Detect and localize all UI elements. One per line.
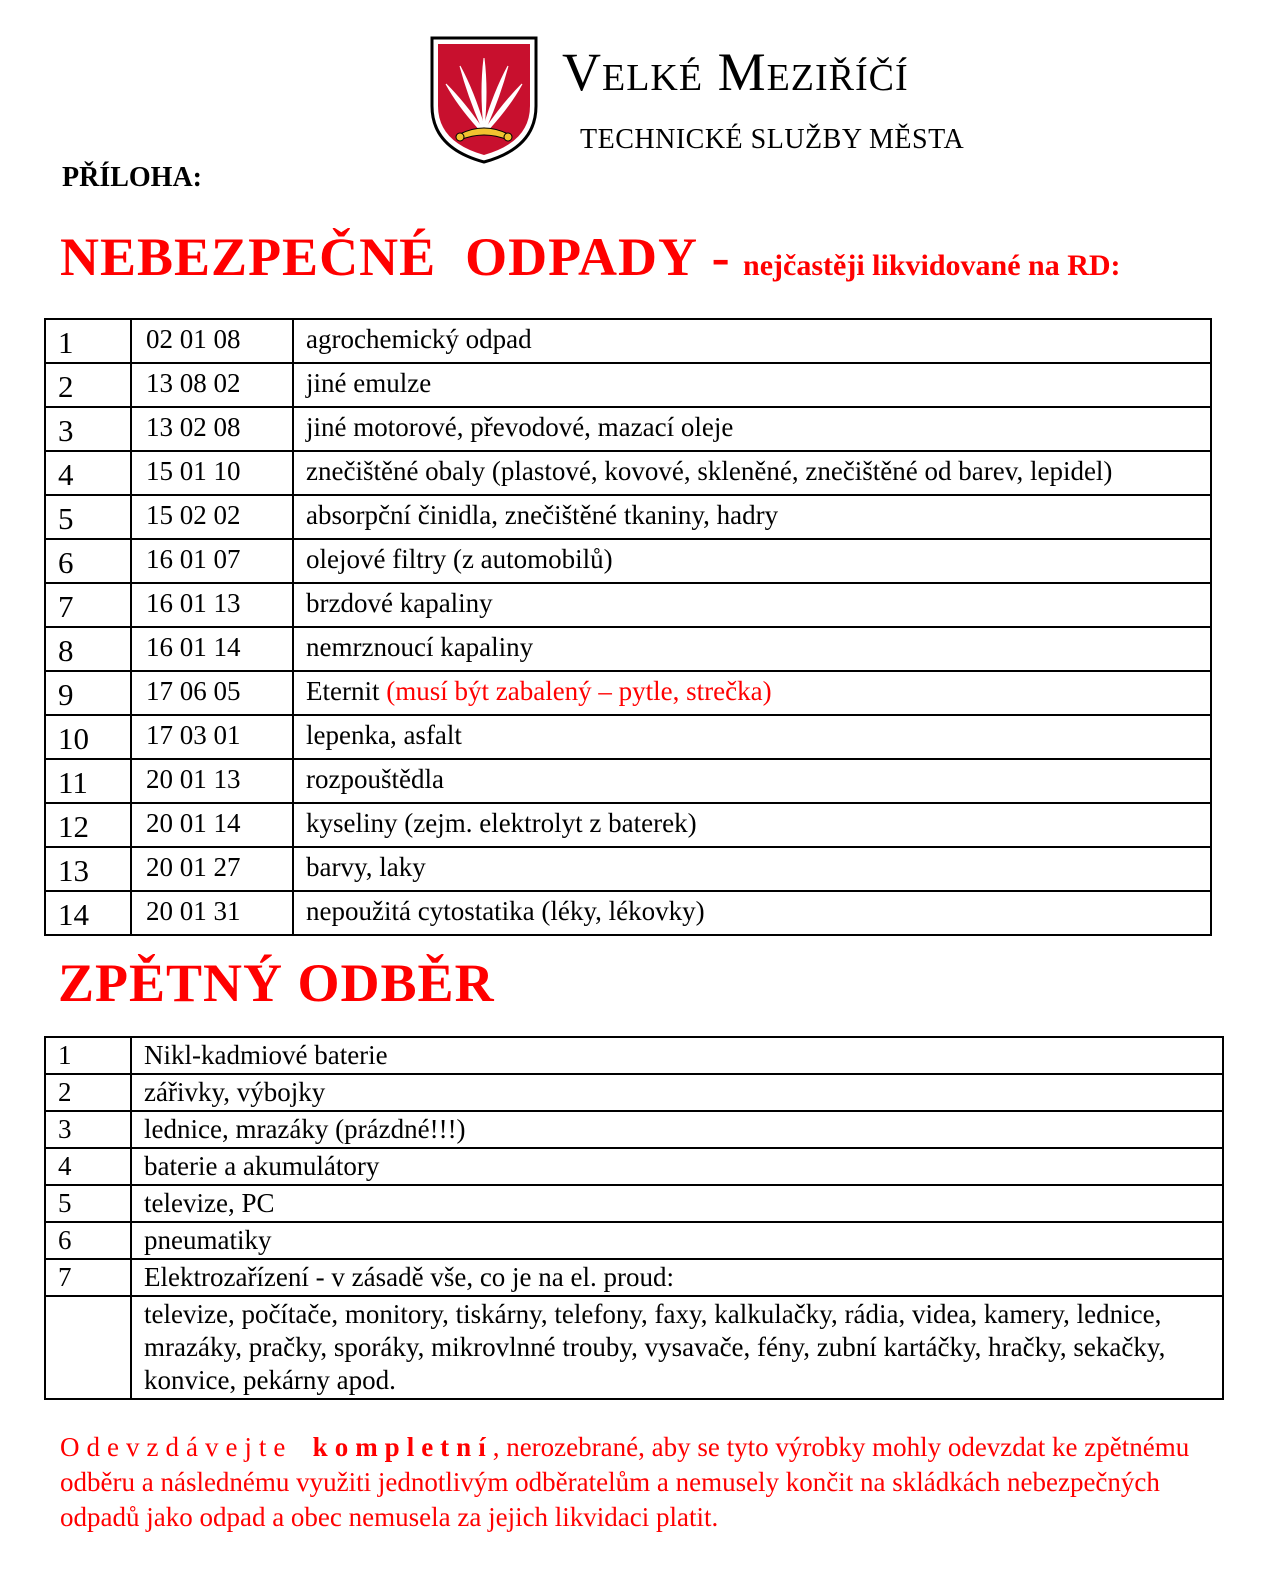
takeback-item: pneumatiky xyxy=(131,1222,1223,1259)
row-number: 12 xyxy=(45,803,131,847)
footer-word-odevzdavejte: Odevzdávejte xyxy=(60,1432,293,1462)
table-row xyxy=(45,847,1211,891)
takeback-item: baterie a akumulátory xyxy=(131,1148,1223,1185)
waste-code: 13 08 02 xyxy=(131,363,293,407)
footer-rest: , nerozebrané, aby se tyto výrobky mohly odevzdat ke zpětnému odběru a následnému využiti jednotlivým odběratelům a nemusely končit na skládkách nebezpečných odpadů jako odpad a obec nemusela za jejich likvidaci platit. xyxy=(60,1432,1190,1532)
waste-description-cell xyxy=(293,759,1211,803)
waste-description: rozpouštědla xyxy=(306,764,444,794)
waste-description-cell xyxy=(293,671,1211,715)
waste-description-cell xyxy=(293,803,1211,847)
table-row xyxy=(45,495,1211,539)
table-row xyxy=(45,627,1211,671)
table-row xyxy=(45,1074,1223,1111)
waste-description: kyseliny (zejm. elektrolyt z baterek) xyxy=(306,808,697,838)
waste-code: 13 02 08 xyxy=(131,407,293,451)
table-row xyxy=(45,891,1211,935)
waste-description: Eternit xyxy=(306,676,387,706)
waste-code: 20 01 31 xyxy=(131,891,293,935)
waste-description-cell xyxy=(293,627,1211,671)
row-number: 10 xyxy=(45,715,131,759)
waste-code: 20 01 27 xyxy=(131,847,293,891)
takeback-item: Elektrozařízení - v zásadě vše, co je na el. proud: xyxy=(131,1259,1223,1296)
table-row xyxy=(45,1259,1223,1296)
table-row xyxy=(45,407,1211,451)
hazardous-waste-heading xyxy=(60,226,1121,288)
city-name: Velké Meziříčí xyxy=(562,42,909,102)
hazardous-waste-table xyxy=(44,318,1212,936)
row-number: 9 xyxy=(45,671,131,715)
hazardous-subtitle: nejčastěji likvidované na RD: xyxy=(743,249,1121,282)
waste-description: lepenka, asfalt xyxy=(306,720,462,750)
waste-description: jiné emulze xyxy=(306,368,432,398)
waste-description: barvy, laky xyxy=(306,852,426,882)
row-number: 8 xyxy=(45,627,131,671)
waste-description-cell xyxy=(293,451,1211,495)
takeback-table xyxy=(44,1036,1224,1400)
waste-code: 17 06 05 xyxy=(131,671,293,715)
waste-description: znečištěné obaly (plastové, kovové, skleněné, znečištěné od barev, lepidel) xyxy=(306,456,1113,486)
row-number: 5 xyxy=(45,495,131,539)
footer-word-kompletni: kompletní xyxy=(312,1432,493,1462)
waste-description: olejové filtry (z automobilů) xyxy=(306,544,613,574)
waste-code: 16 01 14 xyxy=(131,627,293,671)
row-number: 6 xyxy=(45,1222,131,1259)
table-row xyxy=(45,671,1211,715)
waste-description: nemrznoucí kapaliny xyxy=(306,632,534,662)
table-row xyxy=(45,1111,1223,1148)
row-number: 13 xyxy=(45,847,131,891)
row-number xyxy=(45,1296,131,1399)
waste-description: jiné motorové, převodové, mazací oleje xyxy=(306,412,734,442)
row-number: 14 xyxy=(45,891,131,935)
row-number: 4 xyxy=(45,1148,131,1185)
row-number: 4 xyxy=(45,451,131,495)
table-row xyxy=(45,759,1211,803)
department-name: TECHNICKÉ SLUŽBY MĚSTA xyxy=(580,124,965,155)
waste-description: agrochemický odpad xyxy=(306,324,532,354)
waste-code: 15 01 10 xyxy=(131,451,293,495)
table-row xyxy=(45,1296,1223,1399)
row-number: 3 xyxy=(45,1111,131,1148)
waste-description-cell xyxy=(293,539,1211,583)
row-number: 7 xyxy=(45,1259,131,1296)
waste-description: nepoužitá cytostatika (léky, lékovky) xyxy=(306,896,705,926)
row-number: 6 xyxy=(45,539,131,583)
letterhead xyxy=(430,36,1050,166)
table-row xyxy=(45,1185,1223,1222)
waste-code: 02 01 08 xyxy=(131,319,293,363)
table-row xyxy=(45,539,1211,583)
row-number: 7 xyxy=(45,583,131,627)
table-row xyxy=(45,363,1211,407)
waste-description-cell xyxy=(293,715,1211,759)
table-row xyxy=(45,715,1211,759)
row-number: 1 xyxy=(45,1037,131,1074)
waste-code: 17 03 01 xyxy=(131,715,293,759)
row-number: 1 xyxy=(45,319,131,363)
heading-dash: - xyxy=(698,227,744,287)
takeback-item: lednice, mrazáky (prázdné!!!) xyxy=(131,1111,1223,1148)
table-row xyxy=(45,1222,1223,1259)
table-row xyxy=(45,803,1211,847)
waste-code: 20 01 13 xyxy=(131,759,293,803)
waste-description-cell xyxy=(293,407,1211,451)
attachment-label: PŘÍLOHA: xyxy=(62,162,202,193)
waste-description-cell xyxy=(293,495,1211,539)
takeback-item: Nikl-kadmiové baterie xyxy=(131,1037,1223,1074)
row-number: 3 xyxy=(45,407,131,451)
waste-description: absorpční činidla, znečištěné tkaniny, hadry xyxy=(306,500,779,530)
waste-description-cell xyxy=(293,847,1211,891)
waste-note: (musí být zabalený – pytle, strečka) xyxy=(386,676,772,706)
waste-description-cell xyxy=(293,891,1211,935)
row-number: 2 xyxy=(45,1074,131,1111)
row-number: 11 xyxy=(45,759,131,803)
table-row xyxy=(45,451,1211,495)
takeback-item: televize, PC xyxy=(131,1185,1223,1222)
table-row xyxy=(45,583,1211,627)
row-number: 2 xyxy=(45,363,131,407)
takeback-item: televize, počítače, monitory, tiskárny, telefony, faxy, kalkulačky, rádia, videa, kamery, lednice, mrazáky, pračky, sporáky, mikrovlnné trouby, vysavače, fény, zubní kartáčky, hračky, sekačky, konvice, pekárny apod. xyxy=(131,1296,1223,1399)
table-row xyxy=(45,1148,1223,1185)
hazardous-title: NEBEZPEČNÉ ODPADY xyxy=(60,227,699,287)
waste-code: 16 01 07 xyxy=(131,539,293,583)
waste-code: 15 02 02 xyxy=(131,495,293,539)
waste-description-cell xyxy=(293,363,1211,407)
row-number: 5 xyxy=(45,1185,131,1222)
table-row xyxy=(45,1037,1223,1074)
waste-description: brzdové kapaliny xyxy=(306,588,493,618)
city-coat-of-arms-icon xyxy=(430,36,538,164)
takeback-item: zářivky, výbojky xyxy=(131,1074,1223,1111)
waste-code: 16 01 13 xyxy=(131,583,293,627)
takeback-heading: ZPĚTNÝ ODBĚR xyxy=(58,953,495,1013)
waste-description-cell xyxy=(293,583,1211,627)
waste-description-cell xyxy=(293,319,1211,363)
waste-code: 20 01 14 xyxy=(131,803,293,847)
table-row xyxy=(45,319,1211,363)
footer-note xyxy=(60,1430,1210,1535)
